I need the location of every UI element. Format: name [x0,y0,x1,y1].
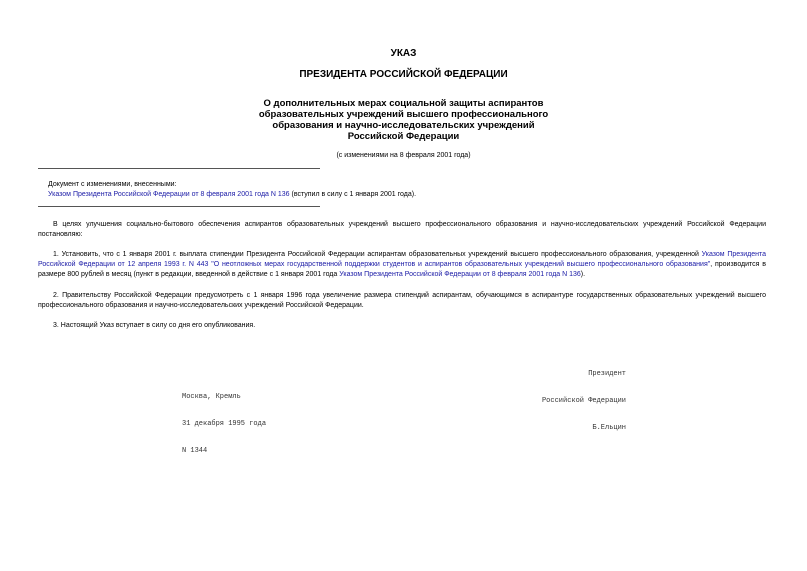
p1-text: , производится в размере 800 рублей в месяц (пункт в редакции, введенной в действие с 1 января 2001 года [38,261,766,278]
document-subject [200,98,607,142]
subject-line: О дополнительных мерах социальной защиты аспирантов [263,98,544,109]
decree-443-link[interactable]: Указом Президента Российской Федерации от 12 апреля 1993 г. N 443 "О неотложных мерах государственной поддержки студентов и аспирантов образовательных учреждений высшего профессионального образования" [38,251,767,268]
changes-source [48,190,608,200]
subject-line: Российской Федерации [347,131,460,142]
p1-text: 1. Установить, что с 1 января 2001 г. выплата стипендии Президента Российской Федерации аспирантам образовательных учреждений высшего профессионального образования, учрежденной [53,251,702,258]
paragraph-1 [38,250,766,280]
signature-block [538,352,626,442]
place-date-block [182,375,266,465]
paragraph-2: 2. Правительству Российской Федерации предусмотреть с 1 января 1996 года увеличение размера стипендий аспирантам, обучающимся в аспирантуре государственных образовательных учреждений высшего профессионального образования и научно-исследовательских учреждений Российской Федерации. [38,292,766,309]
subject-line: образования и научно-исследовательских учреждений [272,120,535,131]
subject-line: образовательных учреждений высшего профессионального [258,109,549,120]
changes-intro: Документ с изменениями, внесенными: [48,181,177,188]
changes-suffix: (вступил в силу с 1 января 2001 года). [289,191,417,198]
document-subtitle: ПРЕЗИДЕНТА РОССИЙСКОЙ ФЕДЕРАЦИИ [299,69,508,80]
signing-date: 31 декабря 1995 года [182,420,267,428]
signature-title: Президент [588,370,626,378]
p1-text: ). [580,271,586,278]
paragraph-3: 3. Настоящий Указ вступает в силу со дня его опубликования. [53,322,256,329]
decree-136-link[interactable]: Указом Президента Российской Федерации от 8 февраля 2001 года N 136 [339,271,581,278]
amending-decree-link[interactable]: Указом Президента Российской Федерации от 8 февраля 2001 года N 136 [48,191,290,198]
decree-number: N 1344 [182,447,208,455]
preamble-paragraph: В целях улучшения социально-бытового обеспечения аспирантов образовательных учреждений высшего профессионального образования и научно-исследовательских учреждений Российской Федерации постановляю: [38,221,766,238]
amendment-note: (с изменениями на 8 февраля 2001 года) [336,152,471,159]
top-divider [38,168,320,169]
changes-box [48,180,608,200]
signature-name: Б.Ельцин [592,424,626,432]
signing-place: Москва, Кремль [182,393,241,401]
document-title: УКАЗ [390,48,417,59]
signature-org: Российской Федерации [541,397,626,405]
bottom-divider [38,206,320,207]
